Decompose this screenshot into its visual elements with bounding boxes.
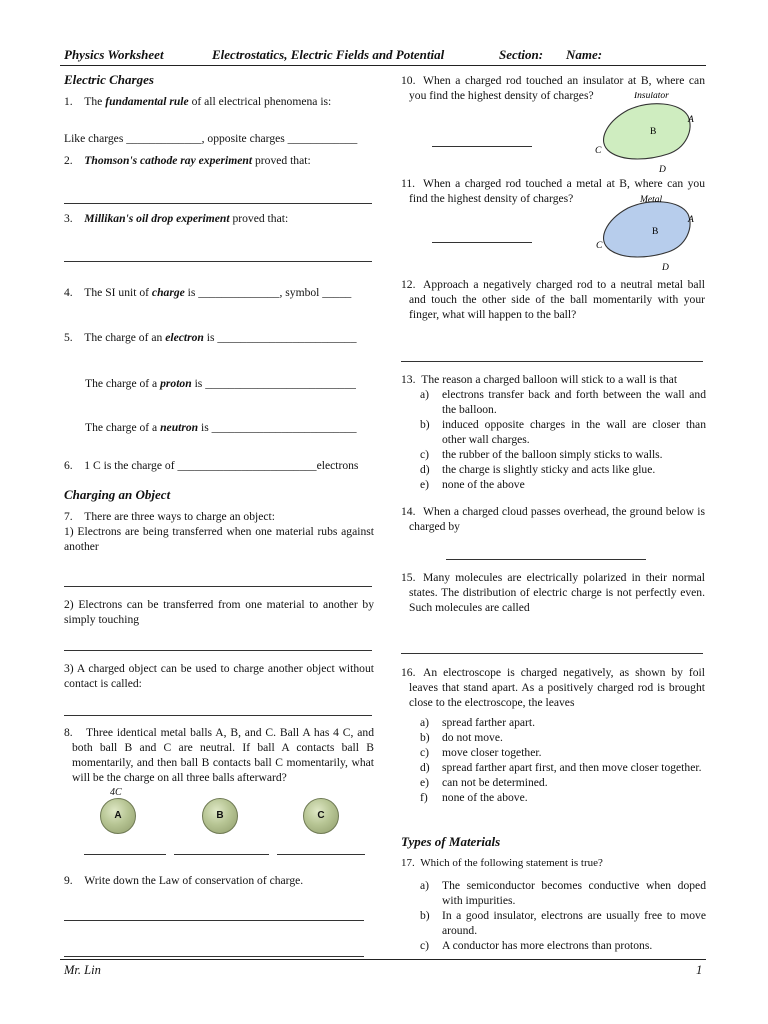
metal-point-d: D: [662, 263, 669, 273]
question-16: An electroscope is charged negatively, as shown by foil leaves that stand apart. As a positively charged rod is brought close to the electroscope, the leaves: [409, 666, 705, 709]
question-6[interactable]: 6. 1 C is the charge of ________________________electrons: [64, 459, 359, 472]
question-16-option-a[interactable]: a) spread farther apart.: [420, 716, 536, 729]
question-7-part-1: 1) Electrons are being transferred when one material rubs against another: [64, 525, 374, 553]
question-3-blank[interactable]: [64, 261, 372, 262]
section-label: Section:: [499, 47, 544, 62]
metal-figure: [590, 190, 706, 274]
question-12-blank[interactable]: [401, 361, 703, 362]
question-7-part-1-blank[interactable]: [64, 586, 372, 587]
question-1: 1. The fundamental rule of all electrical phenomena is:: [64, 95, 332, 108]
insulator-label: Insulator: [634, 92, 669, 101]
question-8: Three identical metal balls A, B, and C. Ball A has 4 C, and both ball B and C are neutral. If ball A contacts ball B momentarily, and then ball B contacts ball C momentarily, what will be the charge on all three balls afterward?: [72, 726, 374, 784]
insulator-point-c: C: [595, 146, 602, 156]
question-13: 13. The reason a charged balloon will stick to a wall is that: [401, 373, 678, 386]
question-13-option-d[interactable]: d) the charge is slightly sticky and acts like glue.: [420, 463, 656, 476]
footer-page-number: 1: [696, 963, 703, 977]
question-13-option-a[interactable]: a) electrons transfer back and forth between the wall and the balloon.: [420, 388, 706, 416]
question-14: When a charged cloud passes overhead, the ground below is charged by: [409, 505, 705, 533]
question-16-number: 16.: [401, 666, 416, 679]
question-11-blank[interactable]: [432, 242, 532, 243]
question-5-proton[interactable]: The charge of a proton is __________________________: [85, 377, 356, 390]
question-17-options: [420, 878, 706, 953]
question-10-blank[interactable]: [432, 146, 532, 147]
question-16-option-f[interactable]: f) none of the above.: [420, 791, 528, 804]
insulator-point-a: A: [688, 115, 694, 125]
question-17-option-b[interactable]: b) In a good insulator, electrons are usually free to move around.: [420, 909, 706, 937]
question-7-part-2: 2) Electrons can be transferred from one material to another by simply touching: [64, 598, 374, 626]
ball-a: A: [100, 798, 136, 834]
question-16-options: [420, 715, 706, 805]
question-7-part-2-blank[interactable]: [64, 650, 372, 651]
question-9-blank-1[interactable]: [64, 920, 364, 921]
insulator-point-d: D: [659, 165, 666, 175]
question-9-blank-2[interactable]: [64, 956, 364, 957]
question-1-answer-line[interactable]: Like charges _____________, opposite charges ____________: [64, 132, 358, 145]
question-5[interactable]: 5. The charge of an electron is ________________________: [64, 331, 357, 344]
question-10-number: 10.: [401, 74, 416, 87]
question-17-option-a[interactable]: a) The semiconductor becomes conductive when doped with impurities.: [420, 879, 706, 907]
question-13-options: [420, 387, 706, 492]
ball-a-charge-label: 4C: [110, 787, 122, 798]
question-15-blank[interactable]: [401, 653, 703, 654]
ball-b-answer-blank[interactable]: [174, 854, 269, 855]
question-17: 17. Which of the following statement is true?: [401, 857, 603, 869]
insulator-point-b: B: [650, 127, 657, 137]
metal-shape: [604, 202, 690, 257]
question-7-part-3: 3) A charged object can be used to charge another object without contact is called:: [64, 662, 374, 690]
question-7: 7. There are three ways to charge an object:: [64, 510, 275, 523]
metal-point-a: A: [688, 215, 694, 225]
footer-author: Mr. Lin: [64, 963, 101, 977]
worksheet-topic: Electrostatics, Electric Fields and Potential: [212, 47, 445, 62]
question-15-number: 15.: [401, 571, 416, 584]
question-2-blank[interactable]: [64, 203, 372, 204]
question-16-option-c[interactable]: c) move closer together.: [420, 746, 542, 759]
worksheet-title: Physics Worksheet: [64, 47, 164, 62]
insulator-figure: [590, 92, 706, 176]
header-rule: [60, 65, 706, 66]
metal-label: Metal: [640, 195, 663, 205]
question-12-number: 12.: [401, 278, 416, 291]
question-13-option-c[interactable]: c) the rubber of the balloon simply sticks to walls.: [420, 448, 663, 461]
ball-b: B: [202, 798, 238, 834]
name-label: Name:: [566, 47, 603, 62]
question-4[interactable]: 4. The SI unit of charge is ______________, symbol _____: [64, 286, 352, 299]
metal-point-c: C: [596, 241, 603, 251]
question-13-option-e[interactable]: e) none of the above: [420, 478, 525, 491]
question-5-neutron[interactable]: The charge of a neutron is _________________________: [85, 421, 357, 434]
ball-a-answer-blank[interactable]: [84, 854, 166, 855]
ball-c-answer-blank[interactable]: [277, 854, 365, 855]
question-14-number: 14.: [401, 505, 416, 518]
question-11-number: 11.: [401, 177, 416, 190]
section-electric-charges: Electric Charges: [64, 72, 154, 87]
ball-c: C: [303, 798, 339, 834]
question-16-option-b[interactable]: b) do not move.: [420, 731, 503, 744]
question-9: 9. Write down the Law of conservation of charge.: [64, 874, 304, 887]
question-3: 3. Millikan's oil drop experiment proved that:: [64, 212, 289, 225]
question-11: When a charged rod touched a metal at B, where can you find the highest density of charges?: [409, 177, 705, 205]
question-16-option-e[interactable]: e) can not be determined.: [420, 776, 548, 789]
question-14-blank[interactable]: [446, 559, 646, 560]
question-16-option-d[interactable]: d) spread farther apart first, and then move closer together.: [420, 761, 702, 774]
insulator-shape: [604, 104, 690, 159]
section-types-of-materials: Types of Materials: [401, 834, 501, 849]
section-charging-an-object: Charging an Object: [64, 487, 171, 502]
question-10: When a charged rod touched an insulator at B, where can you find the highest density of charges?: [409, 74, 705, 102]
question-13-option-b[interactable]: b) induced opposite charges in the wall are closer than other wall charges.: [420, 418, 706, 446]
footer-rule: [60, 959, 706, 960]
question-12: Approach a negatively charged rod to a neutral metal ball and touch the other side of the ball momentarily with your finger, what will happen to the ball?: [409, 278, 705, 321]
question-17-option-c[interactable]: c) A conductor has more electrons than protons.: [420, 939, 653, 952]
question-2: 2. Thomson's cathode ray experiment proved that:: [64, 154, 311, 167]
metal-point-b: B: [652, 227, 659, 237]
question-7-part-3-blank[interactable]: [64, 715, 372, 716]
question-8-number: 8.: [64, 726, 73, 739]
question-15: Many molecules are electrically polarized in their normal states. The distribution of electric charge is not perfectly even. Such molecules are called: [409, 571, 705, 614]
